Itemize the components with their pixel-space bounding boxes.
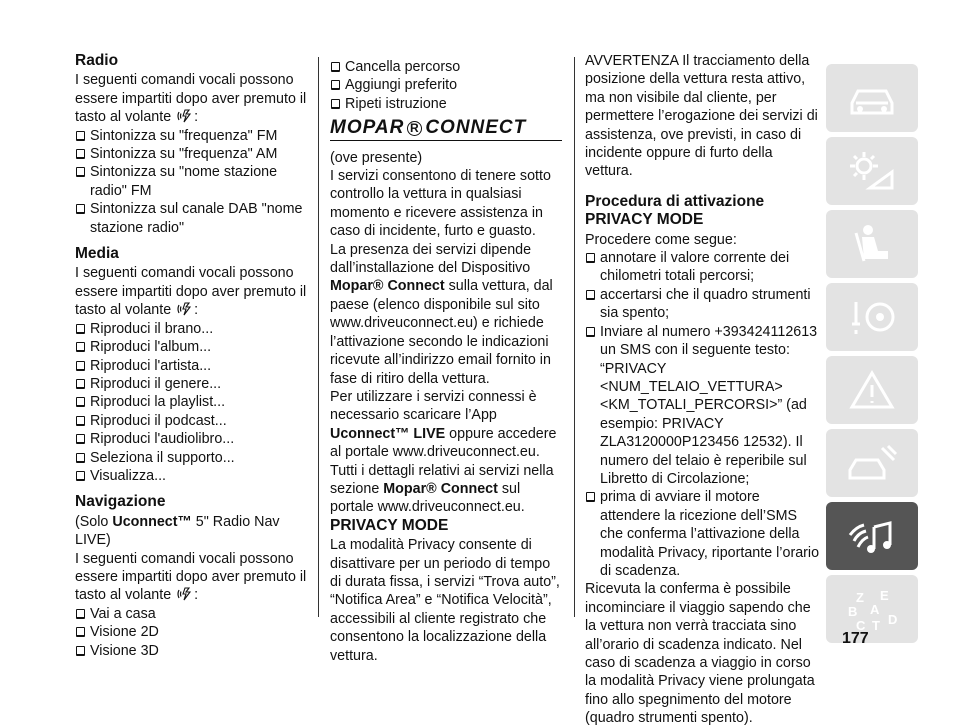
list-item: Inviare al numero +393424112613 un SMS con il seguente testo: “PRIVACY <NUM_TELAIO_VETTURA> <KM_TOTALI_PERCORSI>” (ad esempio: PRIVACY ZLA3120000P123456 12532). Il numero del telaio è reperibile sul Libretto di Circolazione; (585, 323, 820, 489)
list-item: Visualizza... (75, 467, 307, 485)
paragraph: Per utilizzare i servizi connessi è necessario scaricare l’App Uconnect™ LIVE oppure accedere al portale www.driveuconnect.eu. (330, 388, 557, 461)
list-item: Riproduci la playlist... (75, 393, 307, 411)
paragraph: AVVERTENZA Il tracciamento della posizione della vettura resta attivo, ma non visibile dal cliente, per permettere l’erogazione dei servizi di assistenza, ove previsti, in caso di incidente oppure di furto della vettura. (585, 53, 818, 180)
radio-intro: I seguenti comandi vocali possono essere impartiti dopo aver premuto il tasto al volante : (75, 72, 307, 126)
voice-button-icon (177, 108, 192, 124)
tab-multimedia[interactable] (826, 502, 918, 570)
tab-car[interactable] (826, 64, 918, 132)
list-item: Riproduci l'audiolibro... (75, 430, 307, 448)
list-item: Sintonizza su "frequenza" FM (75, 127, 307, 145)
page-number: 177 (842, 630, 869, 647)
paragraph: Procedere come segue: (585, 231, 737, 248)
svg-text:D: D (888, 612, 898, 627)
paragraph: La modalità Privacy consente di disattivare per un periodo di tempo di durata fissa, i servizi “Trova auto”, “Notifica Area” e “Notifica Velocità”, accessibili al cliente registrato che consentono la localizzazione della vettura. (330, 537, 560, 664)
bullet-icon (586, 290, 595, 300)
list-item: Seleziona il supporto... (75, 449, 307, 467)
list-item: Vai a casa (75, 605, 307, 623)
car-icon (842, 75, 902, 121)
bullet-icon (76, 167, 85, 177)
voice-button-icon (177, 301, 192, 317)
bullet-icon (76, 609, 85, 619)
steering-key-icon (842, 294, 902, 340)
paragraph: La presenza dei servizi dipende dall’installazione del Dispositivo Mopar® Connect sulla vettura, dal paese (elenco disponibile sul sito www.driveuconnect.eu) e richiede l’attivazione secondo le indicazioni ricevute all’indirizzo email fornito in fase di ritiro della vettura. (330, 241, 553, 387)
warning-lights-icon (842, 148, 902, 194)
bullet-icon (76, 204, 85, 214)
bullet-icon (76, 361, 85, 371)
list-item: annotare il valore corrente dei chilometri totali percorsi; (585, 249, 820, 286)
paragraph: Ricevuta la conferma è possibile incominciare il viaggio sapendo che la vettura non verrà tracciata sino all’orario di scadenza indicato. Nel caso di scadenza a viaggio in corso la modalità Privacy viene prolungata fino allo spegnimento del motore (quadro strumenti spento). (585, 581, 815, 727)
nav-heading: Navigazione (75, 493, 166, 511)
bullet-icon (76, 149, 85, 159)
svg-text:A: A (870, 602, 880, 617)
chapter-tabs (826, 64, 918, 648)
bullet-icon (586, 327, 595, 337)
bullet-icon (76, 324, 85, 334)
list-item: accertarsi che il quadro strumenti sia spento; (585, 286, 820, 323)
car-service-icon (842, 440, 902, 486)
seat-safety-icon (842, 221, 902, 267)
svg-text:B: B (848, 604, 858, 619)
list-item: prima di avviare il motore attendere la ricezione dell’SMS che conferma l’attivazione della modalità Privacy, riportante l’orario di scadenza. (585, 488, 820, 580)
bullet-icon (76, 453, 85, 463)
warning-triangle-icon (842, 367, 902, 413)
column-left (75, 52, 307, 660)
list-item: Sintonizza sul canale DAB "nome stazione radio" (75, 200, 307, 237)
column-divider (318, 57, 319, 617)
nav-intro: I seguenti comandi vocali possono essere impartiti dopo aver premuto il tasto al volante : (75, 550, 307, 604)
radio-heading: Radio (75, 52, 119, 69)
nav-note: (Solo Uconnect™ 5" Radio Nav LIVE) (75, 513, 280, 549)
alphabet-index-icon (842, 586, 902, 632)
list-item: Visione 3D (75, 642, 307, 660)
svg-text:Z: Z (856, 590, 864, 605)
column-right (585, 52, 820, 728)
privacy-heading: PRIVACY MODE (330, 516, 449, 534)
paragraph: (ove presente) (330, 149, 423, 166)
tab-safety[interactable] (826, 210, 918, 278)
list-item: Riproduci l'artista... (75, 357, 307, 375)
voice-button-icon (177, 586, 192, 602)
bullet-icon (76, 471, 85, 481)
list-item: Visione 2D (75, 623, 307, 641)
list-item: Riproduci il genere... (75, 375, 307, 393)
bullet-icon (76, 397, 85, 407)
bullet-icon (586, 253, 595, 263)
media-heading: Media (75, 245, 119, 263)
tab-index[interactable] (826, 575, 918, 643)
tab-warning-lights[interactable] (826, 137, 918, 205)
list-item: Sintonizza su "frequenza" AM (75, 145, 307, 163)
bullet-icon (76, 646, 85, 656)
list-item: Cancella percorso (330, 58, 562, 76)
column-divider (574, 57, 575, 617)
svg-text:T: T (872, 618, 880, 632)
list-item: Riproduci l'album... (75, 338, 307, 356)
tab-starting[interactable] (826, 283, 918, 351)
tab-maintenance[interactable] (826, 429, 918, 497)
multimedia-icon (842, 513, 902, 559)
column-middle (330, 58, 562, 665)
list-item: Aggiungi preferito (330, 76, 562, 94)
svg-text:E: E (880, 588, 889, 603)
bullet-icon (76, 379, 85, 389)
bullet-icon (331, 62, 340, 72)
bullet-icon (331, 80, 340, 90)
paragraph: Tutti i dettagli relativi ai servizi nella sezione Mopar® Connect sul portale www.driveuconnect.eu. (330, 462, 554, 516)
bullet-icon (76, 416, 85, 426)
list-item: Riproduci il brano... (75, 320, 307, 338)
bullet-icon (76, 342, 85, 352)
list-item: Sintonizza su "nome stazione radio" FM (75, 163, 307, 200)
bullet-icon (76, 434, 85, 444)
svg-text:C: C (856, 618, 866, 632)
media-intro: I seguenti comandi vocali possono essere impartiti dopo aver premuto il tasto al volante : (75, 265, 307, 319)
list-item: Riproduci il podcast... (75, 412, 307, 430)
tab-emergency[interactable] (826, 356, 918, 424)
activation-heading: Procedura di attivazione PRIVACY MODE (585, 192, 765, 229)
bullet-icon (76, 627, 85, 637)
bullet-icon (76, 131, 85, 141)
paragraph: I servizi consentono di tenere sotto controllo la vettura in qualsiasi momento e ricevere assistenza in caso di incidente, furto e guasto. (330, 168, 551, 240)
bullet-icon (586, 492, 595, 502)
list-item: Ripeti istruzione (330, 95, 562, 113)
mopar-connect-logo: MOPAR R CONNECT (330, 119, 562, 140)
bullet-icon (331, 99, 340, 109)
